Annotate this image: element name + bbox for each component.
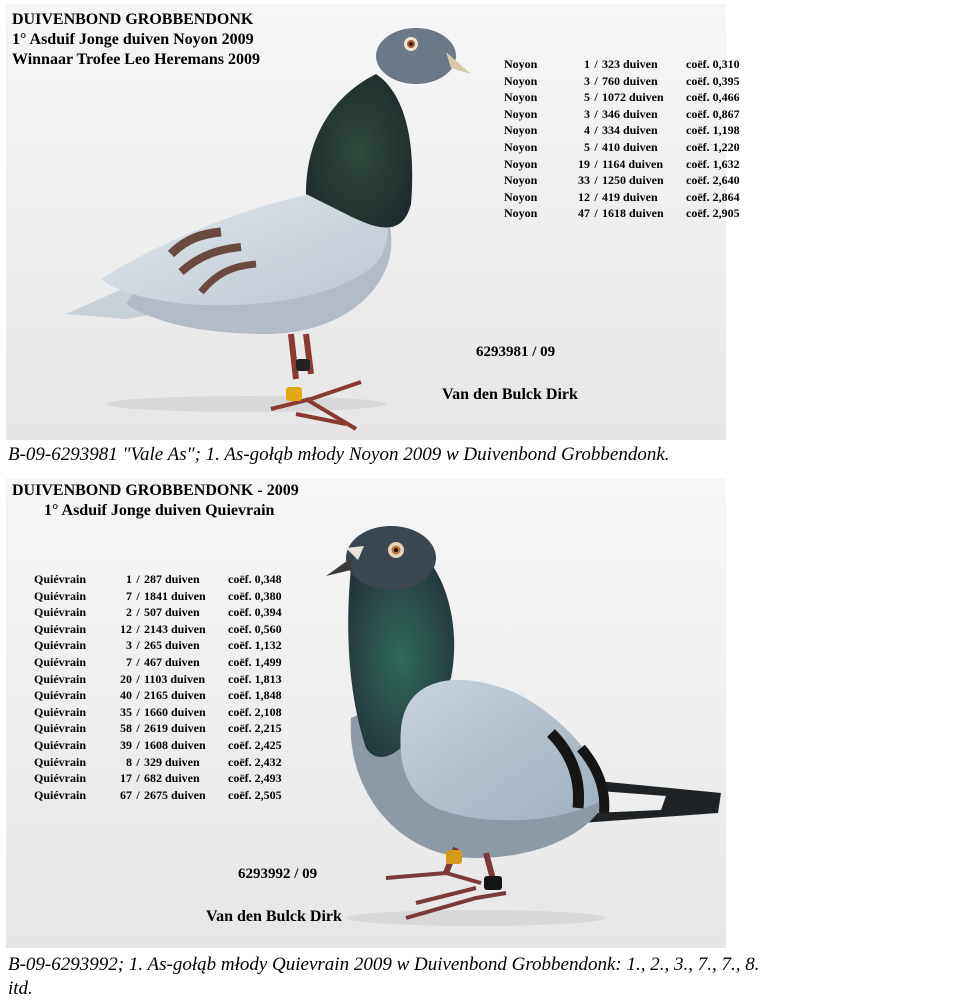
race-coefficient: coëf. 1,132	[228, 638, 282, 653]
slash: /	[594, 90, 598, 105]
race-name: Noyon	[504, 57, 538, 71]
race-result-row	[504, 205, 740, 222]
race-result-row	[34, 687, 282, 704]
race-coefficient: coëf. 0,310	[686, 57, 740, 71]
race-name: Noyon	[504, 106, 538, 121]
race-total: 1841 duiven	[144, 588, 206, 603]
race-name: Quiévrain	[34, 771, 87, 786]
slash: /	[594, 189, 598, 204]
race-place: 20	[120, 671, 132, 686]
club-title: DUIVENBOND GROBBENDONK - 2009	[12, 482, 299, 499]
race-result-row	[504, 139, 740, 156]
slash: /	[136, 572, 140, 586]
race-total: 2675 duiven	[144, 787, 206, 802]
race-name: Quiévrain	[34, 671, 87, 686]
race-place: 12	[578, 189, 590, 204]
race-place: 3	[126, 638, 132, 653]
photo-caption: B-09-6293981 "Vale As"; 1. As-gołąb młody Noyon 2009 w Duivenbond Grobbendonk.	[8, 444, 670, 465]
race-result-row	[34, 637, 282, 654]
race-place: 35	[120, 704, 132, 719]
race-total: 1103 duiven	[144, 671, 206, 686]
race-place: 17	[120, 771, 132, 786]
race-name: Quiévrain	[34, 737, 87, 752]
race-place: 2	[126, 605, 132, 620]
race-total: 346 duiven	[602, 106, 658, 121]
race-name: Quiévrain	[34, 787, 87, 802]
slash: /	[594, 173, 598, 188]
race-place: 7	[126, 654, 132, 669]
slash: /	[594, 73, 598, 88]
race-coefficient: coëf. 0,348	[228, 572, 282, 586]
race-results-list	[34, 571, 282, 803]
race-total: 507 duiven	[144, 605, 200, 620]
race-name: Quiévrain	[34, 688, 87, 703]
race-total: 329 duiven	[144, 754, 200, 769]
race-coefficient: coëf. 1,632	[686, 156, 740, 171]
slash: /	[594, 106, 598, 121]
race-result-row	[34, 787, 282, 804]
race-name: Quiévrain	[34, 572, 87, 586]
race-total: 467 duiven	[144, 654, 200, 669]
race-coefficient: coëf. 2,425	[228, 737, 282, 752]
race-coefficient: coëf. 2,505	[228, 787, 282, 802]
race-result-row	[34, 621, 282, 638]
race-total: 287 duiven	[144, 572, 200, 586]
race-total: 334 duiven	[602, 123, 658, 138]
race-name: Quiévrain	[34, 721, 87, 736]
race-total: 1250 duiven	[602, 173, 664, 188]
race-results-list	[504, 56, 740, 222]
race-total: 1164 duiven	[602, 156, 664, 171]
race-result-row	[34, 754, 282, 771]
slash: /	[136, 671, 140, 686]
slash: /	[594, 139, 598, 154]
ring-number: 6293981 / 09	[476, 344, 556, 360]
race-name: Noyon	[504, 206, 538, 221]
race-place: 67	[120, 787, 132, 802]
race-result-row	[504, 172, 740, 189]
race-place: 1	[584, 57, 590, 71]
slash: /	[136, 638, 140, 653]
race-place: 58	[120, 721, 132, 736]
race-coefficient: coëf. 2,864	[686, 189, 740, 204]
race-total: 1618 duiven	[602, 206, 664, 221]
race-total: 2619 duiven	[144, 721, 206, 736]
race-place: 12	[120, 621, 132, 636]
race-result-row	[504, 156, 740, 173]
race-name: Noyon	[504, 139, 538, 154]
race-result-row	[34, 604, 282, 621]
slash: /	[136, 787, 140, 802]
race-place: 40	[120, 688, 132, 703]
slash: /	[136, 737, 140, 752]
race-coefficient: coëf. 2,215	[228, 721, 282, 736]
race-total: 419 duiven	[602, 189, 658, 204]
race-coefficient: coëf. 2,108	[228, 704, 282, 719]
race-total: 2165 duiven	[144, 688, 206, 703]
owner-name: Van den Bulck Dirk	[442, 386, 578, 403]
trophy-line: Winnaar Trofee Leo Heremans 2009	[12, 51, 260, 68]
race-name: Noyon	[504, 173, 538, 188]
race-total: 323 duiven	[602, 57, 658, 71]
slash: /	[594, 123, 598, 138]
slash: /	[136, 704, 140, 719]
award-line: 1° Asduif Jonge duiven Noyon 2009	[12, 31, 254, 48]
race-result-row	[504, 73, 740, 90]
slash: /	[136, 621, 140, 636]
race-result-row	[34, 737, 282, 754]
race-result-row	[504, 89, 740, 106]
race-name: Quiévrain	[34, 588, 87, 603]
race-place: 3	[584, 106, 590, 121]
race-place: 5	[584, 90, 590, 105]
race-name: Noyon	[504, 73, 538, 88]
race-name: Quiévrain	[34, 638, 87, 653]
pigeon-photo-quievrain	[6, 478, 726, 948]
race-coefficient: coëf. 1,848	[228, 688, 282, 703]
race-result-row	[34, 588, 282, 605]
race-result-row	[34, 720, 282, 737]
slash: /	[136, 654, 140, 669]
race-name: Quiévrain	[34, 704, 87, 719]
race-result-row	[504, 56, 740, 73]
slash: /	[136, 688, 140, 703]
race-name: Quiévrain	[34, 605, 87, 620]
race-coefficient: coëf. 0,867	[686, 106, 740, 121]
award-line: 1° Asduif Jonge duiven Quievrain	[44, 502, 275, 519]
race-name: Quiévrain	[34, 621, 87, 636]
club-title: DUIVENBOND GROBBENDONK	[12, 11, 254, 28]
race-coefficient: coëf. 0,466	[686, 90, 740, 105]
race-coefficient: coëf. 2,493	[228, 771, 282, 786]
race-coefficient: coëf. 0,560	[228, 621, 282, 636]
race-total: 2143 duiven	[144, 621, 206, 636]
race-total: 410 duiven	[602, 139, 658, 154]
race-coefficient: coëf. 1,499	[228, 654, 282, 669]
race-total: 1660 duiven	[144, 704, 206, 719]
race-place: 3	[584, 73, 590, 88]
race-total: 1072 duiven	[602, 90, 664, 105]
slash: /	[136, 721, 140, 736]
slash: /	[136, 605, 140, 620]
race-name: Quiévrain	[34, 754, 87, 769]
race-coefficient: coëf. 0,380	[228, 588, 282, 603]
slash: /	[136, 588, 140, 603]
race-coefficient: coëf. 1,220	[686, 139, 740, 154]
photo-caption-continued: itd.	[8, 978, 33, 999]
race-total: 265 duiven	[144, 638, 200, 653]
race-place: 39	[120, 737, 132, 752]
race-result-row	[504, 122, 740, 139]
race-name: Noyon	[504, 156, 538, 171]
race-place: 33	[578, 173, 590, 188]
race-coefficient: coëf. 2,905	[686, 206, 740, 221]
race-result-row	[34, 704, 282, 721]
race-result-row	[34, 571, 282, 588]
race-name: Noyon	[504, 123, 538, 138]
pigeon-photo-noyon	[6, 4, 740, 440]
race-total: 682 duiven	[144, 771, 200, 786]
race-name: Quiévrain	[34, 654, 87, 669]
race-coefficient: coëf. 1,198	[686, 123, 740, 138]
race-total: 1608 duiven	[144, 737, 206, 752]
slash: /	[136, 771, 140, 786]
race-place: 4	[584, 123, 590, 138]
ring-number: 6293992 / 09	[238, 866, 318, 882]
race-place: 19	[578, 156, 590, 171]
race-result-row	[504, 106, 740, 123]
race-coefficient: coëf. 0,395	[686, 73, 740, 88]
race-coefficient: coëf. 0,394	[228, 605, 282, 620]
race-total: 760 duiven	[602, 73, 658, 88]
race-place: 5	[584, 139, 590, 154]
race-place: 47	[578, 206, 590, 221]
race-name: Noyon	[504, 189, 538, 204]
slash: /	[594, 206, 598, 221]
race-place: 1	[126, 572, 132, 586]
race-result-row	[504, 189, 740, 206]
owner-name: Van den Bulck Dirk	[206, 908, 342, 925]
photo-caption: B-09-6293992; 1. As-gołąb młody Quievrain 2009 w Duivenbond Grobbendonk: 1., 2., 3., 7., 7., 8.	[8, 954, 760, 975]
slash: /	[136, 754, 140, 769]
slash: /	[594, 57, 598, 71]
race-place: 8	[126, 754, 132, 769]
race-result-row	[34, 770, 282, 787]
race-result-row	[34, 654, 282, 671]
slash: /	[594, 156, 598, 171]
race-result-row	[34, 671, 282, 688]
race-coefficient: coëf. 2,640	[686, 173, 740, 188]
race-place: 7	[126, 588, 132, 603]
race-coefficient: coëf. 1,813	[228, 671, 282, 686]
race-coefficient: coëf. 2,432	[228, 754, 282, 769]
race-name: Noyon	[504, 90, 538, 105]
